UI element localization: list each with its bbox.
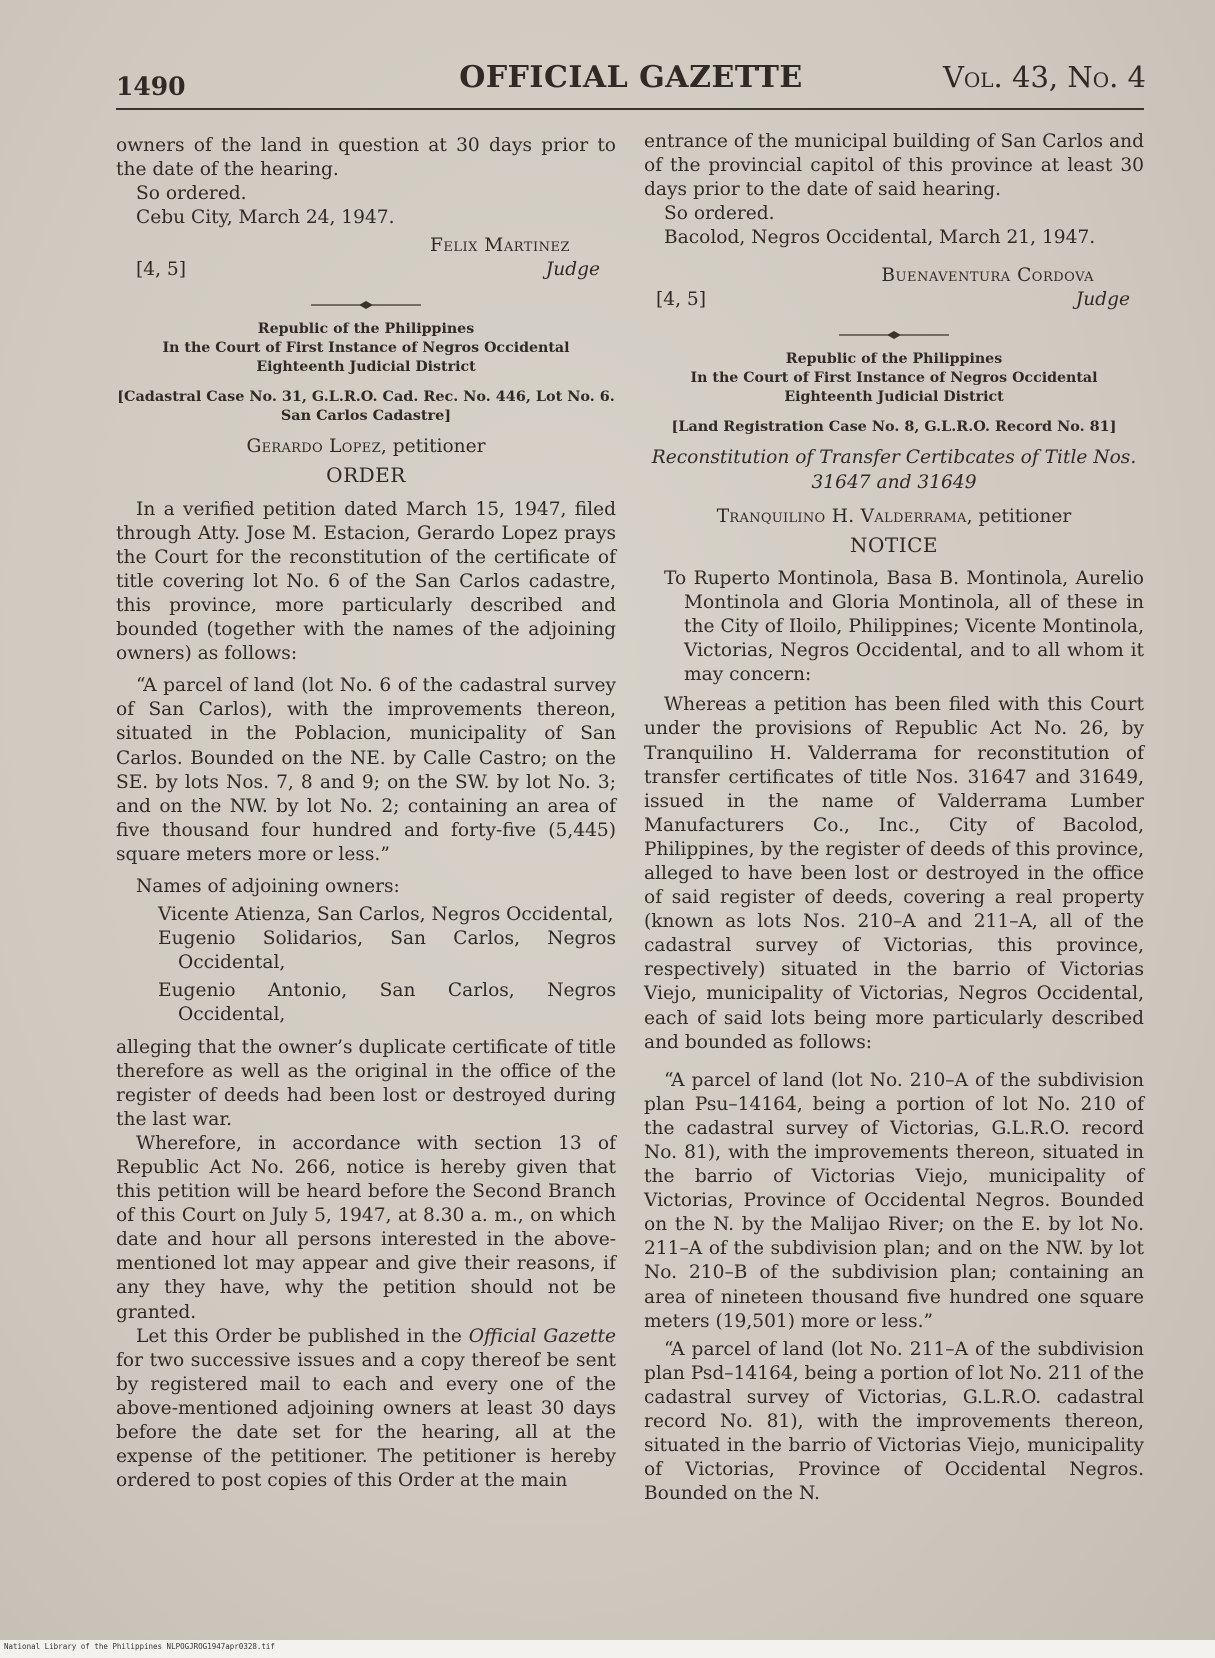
petitioner-suffix: , petitioner	[380, 436, 486, 458]
judge-name: Felix Martinez	[429, 235, 570, 257]
district-heading: Eighteenth Judicial District	[256, 359, 476, 376]
court-heading: In the Court of First Instance of Negros Occidental	[162, 340, 570, 357]
judge-title: Judge	[545, 259, 600, 281]
paragraph: Wherefore, in accordance with section 13 of Republic Act No. 266, notice is hereby given that this petition will be heard before the Second Branch of this Court on July 5, 1947, at 8.30 a. m., on which date and hour all persons interested in the above-mentioned lot may appear and give their reasons, if any they have, why the petition should not be granted.	[116, 1132, 616, 1323]
petitioner-suffix: , petitioner	[966, 505, 1072, 527]
petitioner-name: Tranquilino H. Valderrama	[716, 505, 967, 527]
case-reference: [Land Registration Case No. 8, G.L.R.O. Record No. 81]	[671, 418, 1117, 436]
judge-title: Judge	[1075, 289, 1130, 311]
land-description-quote: “A parcel of land (lot No. 6 of the cadastral survey of San Carlos), with the improvements thereon, situated in the Poblacion, municipality of San Carlos. Bounded on the NE. by Calle Castro; on the SE. by lots Nos. 7, 8 and 9; on the SW. by lot No. 3; and on the NW. by lot No. 2; containing an area of five thousand four hundred and forty-five (5,445) square meters more or less.”	[116, 675, 616, 865]
volume-number: Vol. 43, No. 4	[942, 60, 1146, 94]
district-heading: Eighteenth Judicial District	[784, 389, 1004, 406]
republic-heading: Republic of the Philippines	[257, 321, 475, 338]
document-type: ORDER	[326, 463, 406, 488]
gazette-name-italic: Official Gazette	[468, 1325, 617, 1347]
reconstitution-subtitle: Reconstitution of Transfer Certibcates of Title Nos. 31647 and 31649	[651, 447, 1137, 493]
petitioner-name: Gerardo Lopez	[246, 436, 381, 458]
adjoining-owner: Eugenio Antonio, San Carlos, Negros Occidental,	[158, 980, 616, 1026]
paragraph: So ordered.	[664, 203, 775, 225]
addressees: To Ruperto Montinola, Basa B. Montinola, Aurelio Montinola and Gloria Montinola, all of these in the City of Iloilo, Philippines; Vicente Montinola, Victorias, Negros Occidental, and to all whom it may concern:	[664, 567, 1144, 686]
paragraph	[116, 1325, 616, 1494]
case-reference: [Cadastral Case No. 31, G.L.R.O. Cad. Rec. No. 446, Lot No. 6. San Carlos Cadastre]	[117, 388, 615, 425]
owners-label: Names of adjoining owners:	[136, 875, 400, 897]
text-run: Let this Order be published in the	[136, 1325, 469, 1347]
signature-block	[644, 260, 1144, 314]
land-description-quote: “A parcel of land (lot No. 210–A of the subdivision plan Psu–14164, being a portion of lot No. 210 of the cadastral survey of Victorias, G.L.R.O. record No. 81), with the improvements thereon, situated in the barrio of Victorias Viejo, municipality of Victorias, Province of Occidental Negros. Bounded on the N. by the Malijao River; on the E. by lot No. 211–A of the subdivision plan; and on the NW. by lot No. 210–B of the subdivision plan; containing an area of nineteen thousand five hundred one square meters (19,501) more or less.”	[644, 1069, 1144, 1332]
section-divider	[116, 294, 616, 306]
page-number: 1490	[116, 72, 186, 101]
gazette-title: OFFICIAL GAZETTE	[459, 60, 803, 95]
header-rule	[116, 108, 1144, 110]
issue-reference: [4, 5]	[136, 259, 186, 281]
land-description-quote: “A parcel of land (lot No. 211–A of the subdivision plan Psd–14164, being a portion of lot No. 211 of the cadastral survey of Victorias, G.L.R.O. cadastral record No. 81), with the improvements thereon, situated in the barrio of Victorias Viejo, municipality of Victorias, Province of Occidental Negros. Bounded on the N.	[644, 1338, 1144, 1505]
paragraph: In a verified petition dated March 15, 1947, filed through Atty. Jose M. Estacion, Gerardo Lopez prays the Court for the reconstitution of the certificate of title covering lot No. 6 of the San Carlos cadastre, this province, more particularly described and bounded (together with the names of the adjoining owners) as follows:	[116, 498, 616, 665]
section-divider	[644, 324, 1144, 336]
adjoining-owner: Vicente Atienza, San Carlos, Negros Occidental,	[158, 904, 614, 926]
document-type: NOTICE	[849, 532, 939, 557]
right-column	[644, 130, 1144, 1506]
adjoining-owner: Eugenio Solidarios, San Carlos, Negros Occidental,	[158, 928, 616, 974]
paragraph: entrance of the municipal building of San Carlos and of the provincial capitol of this province at least 30 days prior to the date of said hearing.	[644, 131, 1144, 201]
page-header	[116, 56, 1146, 106]
court-heading: In the Court of First Instance of Negros Occidental	[690, 370, 1098, 387]
paragraph: Bacolod, Negros Occidental, March 21, 1947.	[664, 227, 1096, 249]
text-run: for two successive issues and a copy thereof be sent by registered mail to each and every one of the above-mentioned adjoining owners at least 30 days before the date set for the hearing, all at the expense of the petitioner. The petitioner is hereby ordered to post copies of this Order at the main	[116, 1349, 616, 1492]
paragraph: alleging that the owner’s duplicate certificate of title therefore as well as the original in the office of the register of deeds had been lost or destroyed during the last war.	[116, 1036, 616, 1130]
scan-source-note: National Library of the Philippines NLPOGJROG1947apr0328.tif	[4, 1642, 275, 1651]
republic-heading: Republic of the Philippines	[785, 351, 1003, 368]
paragraph: Cebu City, March 24, 1947.	[136, 207, 395, 229]
judge-name: Buenaventura Cordova	[881, 265, 1094, 287]
issue-reference: [4, 5]	[656, 289, 706, 311]
paragraph: Whereas a petition has been filed with this Court under the provisions of Republic Act No. 26, by Tranquilino H. Valderrama for reconstitution of transfer certificates of title Nos. 31647 and 31649, issued in the name of Valderrama Lumber Manufacturers Co., Inc., City of Bacolod, Philippines, by the register of deeds of this province, alleged to have been lost or destroyed in the office of said register of deeds, covering a real property (known as lots Nos. 210–A and 211–A, all of the cadastral survey of Victorias, this province, respectively) situated in the barrio of Victorias Viejo, municipality of Victorias, Negros Occidental, each of said lots being more particularly described and bounded as follows:	[644, 694, 1144, 1053]
paragraph: owners of the land in question at 30 days prior to the date of the hearing.	[116, 135, 616, 181]
petitioner-line	[644, 505, 1144, 529]
signature-block	[116, 230, 616, 284]
scan-footer	[0, 1640, 1215, 1658]
paragraph: So ordered.	[136, 183, 247, 205]
petitioner-line	[116, 435, 616, 459]
left-column	[116, 134, 616, 1493]
